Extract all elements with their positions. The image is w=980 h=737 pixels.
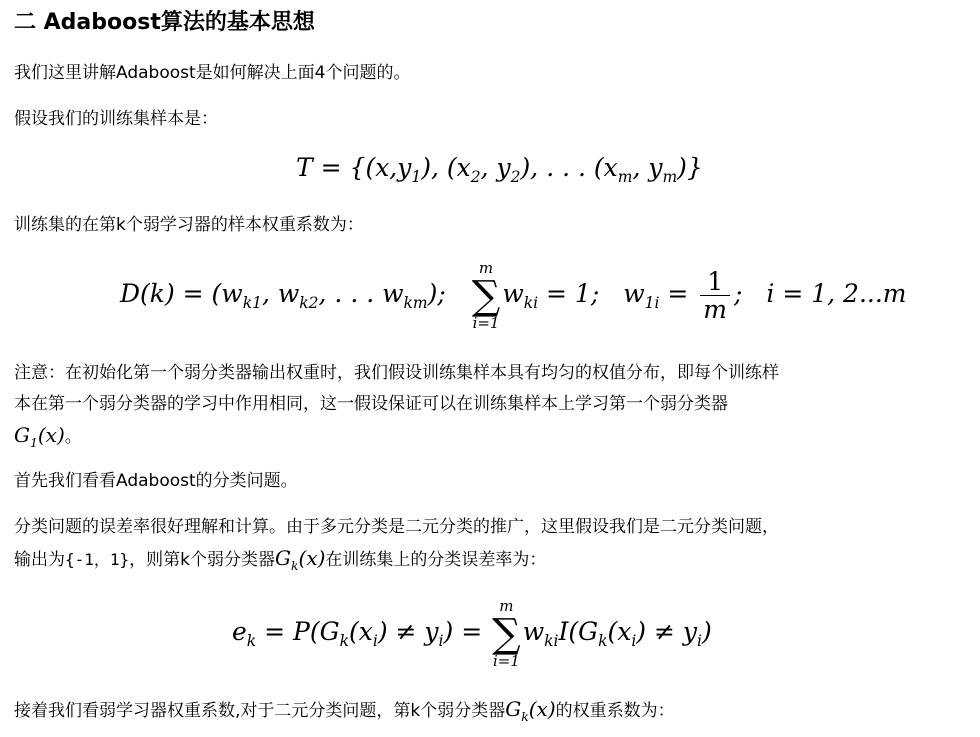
paragraph-error-line2: 输出为{-1，1}，则第k个弱分类器$G_k(x)$在训练集上的分类误差率为：	[14, 546, 547, 573]
formula-sample-weights: $D(k) = (w_{k1}$, $w_{k2}$, . . . $w_{km}$); m ∑ i=1 $w_{ki} = 1$; $w_{1i}$ = $\frac{1}{m}$ ; i = 1, 2...m	[120, 258, 907, 332]
summation-symbol: m ∑ i=1	[492, 596, 521, 670]
paragraph-sample-weights: 训练集的在第k个弱学习器的样本权重系数为：	[14, 215, 364, 235]
fraction-one-over-m: $\frac{1}{m}$	[700, 268, 730, 324]
section-heading: 二 Adaboost算法的基本思想	[14, 10, 315, 35]
inline-math-g1: $G_1(x)$	[14, 423, 65, 450]
paragraph-note-line2: 本在第一个弱分类器的学习中作用相同，这一假设保证可以在训练集样本上学习第一个弱分类器	[14, 394, 728, 414]
formula-training-set: $T = \{(x,y_1)$, ($x_2$, $y_2$), . . . ($x_m$, $y_m$)}	[296, 153, 703, 186]
paragraph-error-line1: 分类问题的误差率很好理解和计算。由于多元分类是二元分类的推广，这里假设我们是二元分类问题，	[14, 517, 779, 537]
paragraph-training-set: 假设我们的训练集样本是：	[14, 109, 218, 129]
summation-symbol: m ∑ i=1	[471, 258, 501, 332]
code-output-values: {-1，1}	[65, 550, 130, 569]
paragraph-note-line1: 注意：在初始化第一个弱分类器输出权重时，我们假设训练集样本具有均匀的权值分布，即每个训练样	[14, 363, 779, 383]
paragraph-learner-weight: 接着我们看弱学习器权重系数,对于二元分类问题，第k个弱分类器$G_k(x)$的权重系数为：	[14, 697, 675, 724]
paragraph-note-line3: $G_1(x)$。	[14, 423, 82, 450]
paragraph-classification: 首先我们看看Adaboost的分类问题。	[14, 471, 298, 491]
formula-error-rate: $e_k = P(G_k(x_i) \ne y_i)$ = m ∑ i=1 $w_{ki}I(G_k(x_i) \ne y_i)$	[232, 596, 712, 670]
inline-math-gk: $G_k(x)$	[505, 697, 556, 724]
paragraph-intro: 我们这里讲解Adaboost是如何解决上面4个问题的。	[14, 63, 411, 83]
inline-math-gk: $G_k(x)$	[275, 546, 326, 573]
